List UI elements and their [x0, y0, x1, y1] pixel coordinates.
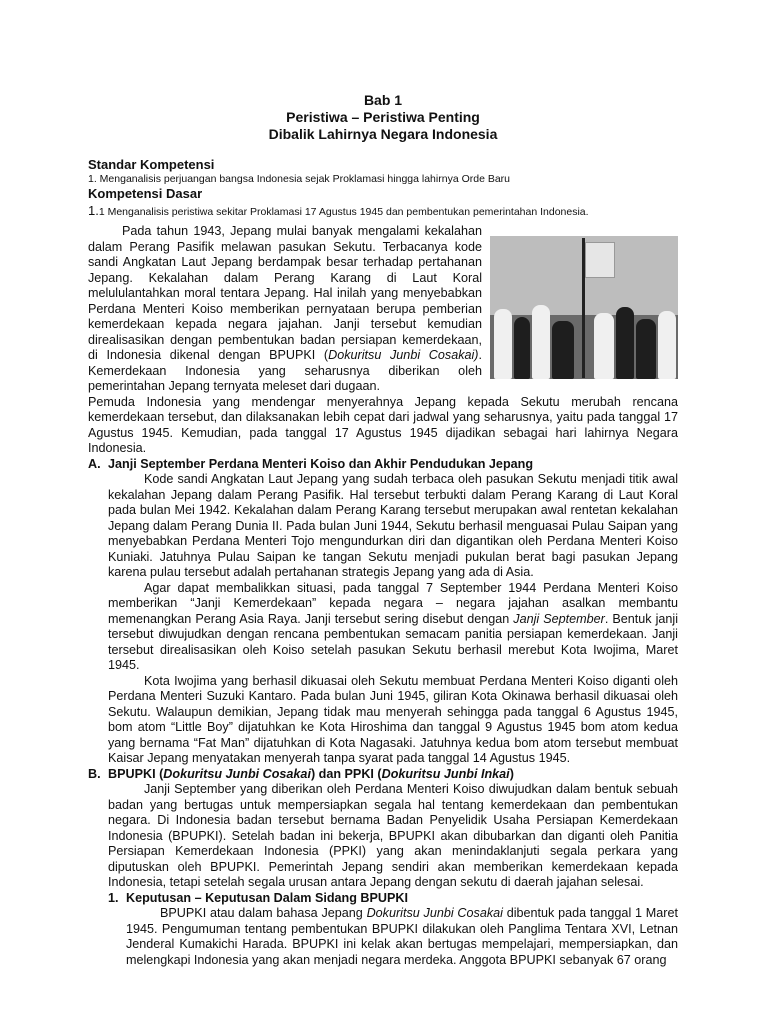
chapter-title-line-2: Dibalik Lahirnya Negara Indonesia	[268, 126, 498, 142]
intro-paragraph-1: Pada tahun 1943, Jepang mulai banyak mengalami kekalahan dalam Perang Pasifik melawan pasukan Sekutu. Terbacanya kode sandi Angkatan Laut Jepang berdampak besar terhadap pertahanan Jepang. Kekalahan dalam Perang Karang di Laut Koral melululantahkan moral tentara Jepang. Hal inilah yang menyebabkan Perdana Menteri Koiso memberikan pernyataan berupa pemberian kemerdekaan kepada negara jajahan. Janji tersebut kemudian direalisasikan dengan pembentukan badan persiapan kemerdekaan, di Indonesia dikenal dengan BPUPKI (Dokuritsu Junbi Cosakai). Kemerdekaan Indonesia yang seharusnya diberikan oleh pemerintahan Jepang ternyata meleset dari dugaan.	[88, 224, 482, 393]
chapter-title	[88, 92, 678, 143]
body-text	[88, 224, 678, 968]
standar-kompetensi-heading: Standar Kompetensi	[88, 157, 215, 172]
section-a-paragraph-3: Kota Iwojima yang berhasil dikuasai oleh Sekutu membuat Perdana Menteri Koiso diganti oleh Perdana Menteri Suzuki Kantaro. Pada bulan Juni 1945, giliran Kota Okinawa berhasil dikuasai oleh Sekutu. Walaupun demikian, Jepang tidak mau menyerah sehingga pada tanggal 6 Agustus 1945, bom atom “Little Boy” dijatuhkan ke Kota Hiroshima dan tanggal 9 Agustus 1945 bom atom kedua yang bernama “Fat Man” dijatuhkan di Kota Nagasaki. Jatuhnya kedua bom atom tersebut membuat Kaisar Jepang menyatakan menyerah tanpa syarat pada tanggal 14 Agustus 1945.	[108, 673, 678, 765]
intro-paragraph-2: Pemuda Indonesia yang mendengar menyerahnya Jepang kepada Sekutu merubah rencana kemerdekaan tersebut, dan dilaksanakan lebih cepat dari jadwal yang seharusnya, yaitu pada tanggal 17 Agustus 1945. Kemudian, pada tanggal 17 Agustus 1945 dijadikan sebagai hari lahirnya Negara Indonesia.	[88, 394, 678, 455]
flag-raising-photo	[490, 236, 678, 379]
kompetensi-dasar-heading: Kompetensi Dasar	[88, 186, 203, 201]
chapter-title-line-1: Peristiwa – Peristiwa Penting	[286, 109, 480, 125]
kompetensi-dasar-item-text: 1 Menganalisis peristiwa sekitar Proklamasi 17 Agustus 1945 dan pembentukan pemerintahan Indonesia.	[98, 206, 589, 218]
kompetensi-dasar-item	[88, 203, 589, 218]
section-b-subheading: 1. Keputusan – Keputusan Dalam Sidang BPUPKI	[108, 890, 409, 905]
kompetensi-dasar-item-prefix: 1.	[88, 203, 99, 218]
standar-kompetensi-item: 1. Menganalisis perjuangan bangsa Indonesia sejak Proklamasi hingga lahirnya Orde Baru	[88, 173, 511, 185]
section-a-heading: A. Janji September Perdana Menteri Koiso dan Akhir Pendudukan Jepang	[88, 456, 534, 471]
flag-icon	[585, 242, 615, 278]
chapter-number: Bab 1	[363, 92, 403, 108]
section-b-paragraph-1: Janji September yang diberikan oleh Perdana Menteri Koiso diwujudkan dalam bentuk sebuah badan yang bertugas untuk mempersiapkan segala hal tentang kemerdekaan dan pembentukan negara. Di Indonesia badan tersebut bernama Badan Penyelidik Usaha Persiapan Kemerdekaan Indonesia (BPUPKI). Setelah badan ini bekerja, BPUPKI akan dibubarkan dan diganti oleh Panitia Persiapan Kemerdekaan Indonesia (PPKI) yang akan menindaklanjuti segala perkara yang diputuskan oleh BPUPKI. Pemerintah Jepang sendiri akan memberikan kemerdekaan kepada Indonesia, tetapi setelah segala urusan antara Jepang dengan sekutu di daerah jajahan selesai.	[108, 782, 678, 889]
section-a-paragraph-2: Agar dapat membalikkan situasi, pada tanggal 7 September 1944 Perdana Menteri Koiso memberikan “Janji Kemerdekaan” kepada negara – negara jajahan asalkan membantu memenangkan Perang Asia Raya. Janji tersebut sering disebut dengan Janji September. Bentuk janji tersebut diwujudkan dengan rencana pembentukan semacam panitia persiapan kemerdekaan. Janji tersebut direalisasikan oleh Koiso setelah pasukan Sekutu berhasil merebut Kota Iwojima, Maret 1945.	[108, 580, 678, 672]
section-a-paragraph-1: Kode sandi Angkatan Laut Jepang yang sudah terbaca oleh pasukan Sekutu menjadi titik awal kekalahan Jepang dalam Perang Pasifik. Hal tersebut terbukti dalam Perang Karang di Laut Koral pada bulan Mei 1942. Kekalahan dalam Perang Karang tersebut merupakan awal rentetan kekalahan Jepang dalam Perang Dunia II. Pada bulan Juni 1944, Sekutu berhasil menguasai Pulau Saipan yang menyebabkan Perdana Menteri Tojo mengundurkan diri dan digantikan oleh Perdana Menteri Koiso Kuniaki. Jatuhnya Pulau Saipan ke tangan Sekutu menjadi pukulan berat bagi pasukan Jepang karena pulau tersebut adalah pertahanan strategis Jepang yang ada di Asia.	[108, 472, 678, 579]
section-b-heading: B. BPUPKI (Dokuritsu Junbi Cosakai) dan PPKI (Dokuritsu Junbi Inkai)	[88, 766, 514, 781]
section-b-sub-paragraph: BPUPKI atau dalam bahasa Jepang Dokuritsu Junbi Cosakai dibentuk pada tanggal 1 Maret 1945. Pengumuman tentang pembentukan BPUPKI dilakukan oleh Panglima Tentara XVI, Letnan Jenderal Kumakichi Harada. BPUPKI ini kelak akan bertugas mempelajari, mempersiapkan, dan melengkapi Indonesia yang akan menjadi negara merdeka. Anggota BPUPKI sebanyak 67 orang	[126, 906, 679, 967]
